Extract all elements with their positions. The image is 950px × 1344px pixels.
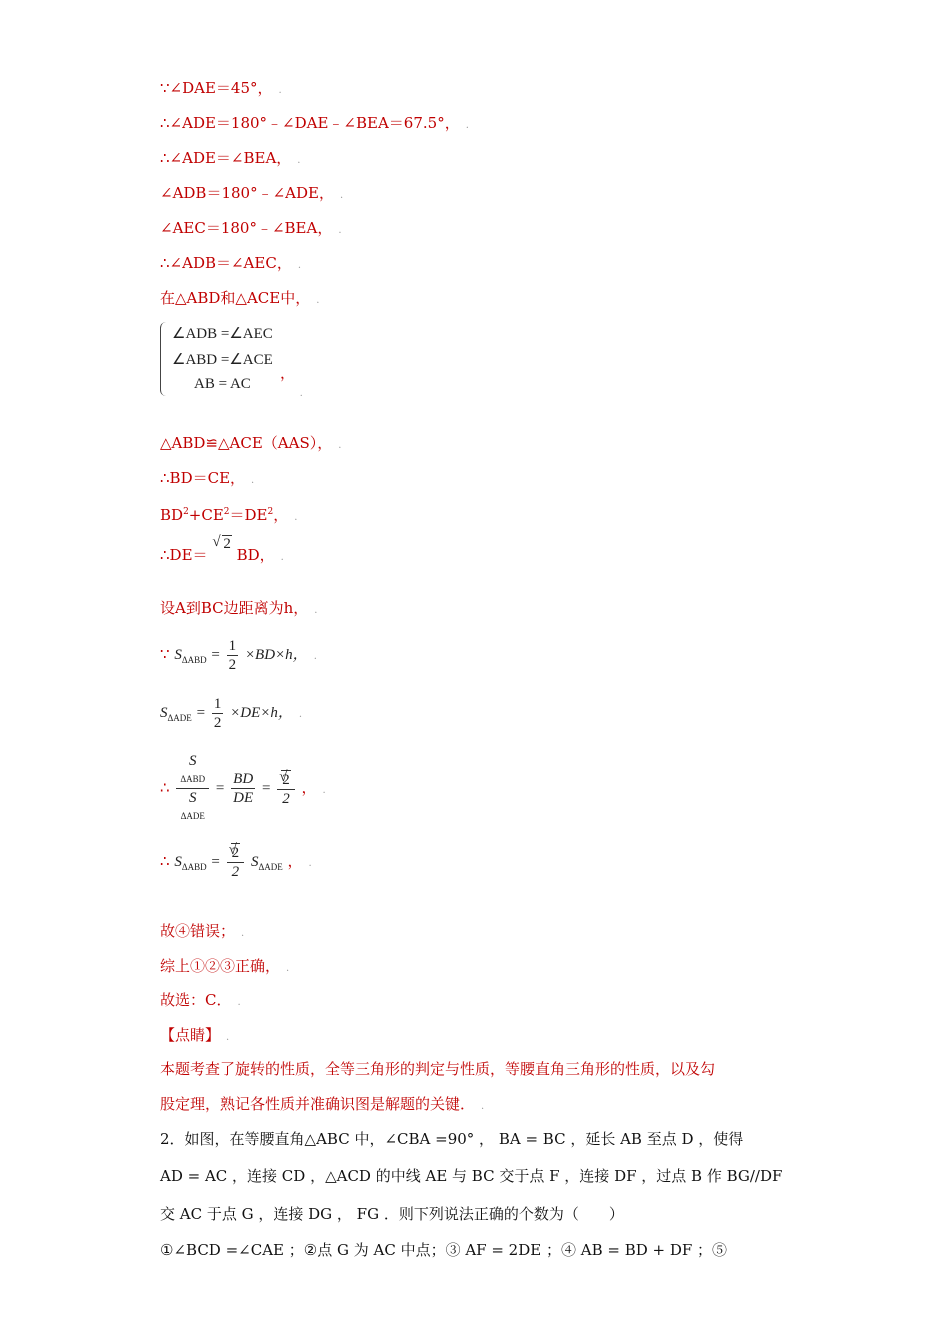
problem-text: AD = AC ，连接 CD ，△ACD 的中线 AE 与 BC 交于点 F ，连接 DF ，过点 B 作 BG//DF xyxy=(160,1167,783,1185)
system-row: AB = AC xyxy=(194,376,251,392)
note-text: 股定理，熟记各性质并准确识图是解题的关键． . xyxy=(160,1095,485,1113)
solution-line: ∴∠ADE＝180°﹣∠DAE﹣∠BEA＝67.5°， . xyxy=(160,114,469,132)
solution-line: ∵∠DAE＝45°， . xyxy=(160,79,282,97)
problem-text: 交 AC 于点 G ，连接 DG ， FG ．则下列说法正确的个数为（ ） xyxy=(160,1205,624,1223)
solution-line: 在△ABD和△ACE中， . xyxy=(160,289,320,307)
solution-line: △ABD≌△ACE（AAS）， . xyxy=(160,434,342,452)
solution-line: 故④错误； . xyxy=(160,922,245,940)
formula-ratio: ∴ S ΔABD S ΔADE = $\frac{BD}{DE}$ = √ $\frac{2}{2}$ ， . xyxy=(160,752,326,802)
solution-line: ∴∠ADE＝∠BEA， . xyxy=(160,149,301,167)
solution-line: ∠AEC＝180°﹣∠BEA， . xyxy=(160,219,342,237)
system-row: ∠ABD =∠ACE xyxy=(172,352,273,368)
brace xyxy=(160,322,169,396)
solution-line: $BD^2+CE^2=DE^2$， . xyxy=(160,506,298,524)
solution-line: ∴∠ADB＝∠AEC， . xyxy=(160,254,302,272)
solution-line: ∴DE＝ √ 2 BD， . xyxy=(160,545,284,579)
system-row: ∠ADB =∠AEC xyxy=(172,326,273,342)
note-text: 本题考查了旋转的性质，全等三角形的判定与性质，等腰直角三角形的性质，以及勾 xyxy=(160,1060,716,1078)
solution-line: 综上①②③正确， . xyxy=(160,957,290,975)
system-end: ， xyxy=(280,366,296,382)
formula-area-ade: $S_{\Delta ADE}$ = $\frac{1}{2}$ ×DE×h， . xyxy=(160,695,303,731)
solution-line: 设A到BC边距离为h， . xyxy=(160,599,318,617)
problem-text: ①∠BCD =∠CAE ；②点 G 为 AC 中点；③ AF = 2DE ；④ AB = BD + DF ；⑤ xyxy=(160,1241,728,1259)
answer-line: 故选：C． . xyxy=(160,991,241,1009)
formula-area-abd: ∵ $S_{\Delta ABD}$ = $\frac{1}{2}$ ×BD×h， . xyxy=(160,637,317,673)
solution-line: ∴BD＝CE， . xyxy=(160,469,255,487)
solution-line: ∠ADB＝180°﹣∠ADE， . xyxy=(160,184,344,202)
problem-text: 2．如图，在等腰直角△ABC 中，∠CBA =90° ， BA = BC ，延长 AB 至点 D ，使得 xyxy=(160,1130,744,1148)
formula-conclusion: ∴ $S_{\Delta ABD}$ = √ $\frac{2}{2}$ $S_{\Delta ADE}$ ， . xyxy=(160,836,312,886)
note-title: 【点睛】 . xyxy=(160,1026,230,1044)
